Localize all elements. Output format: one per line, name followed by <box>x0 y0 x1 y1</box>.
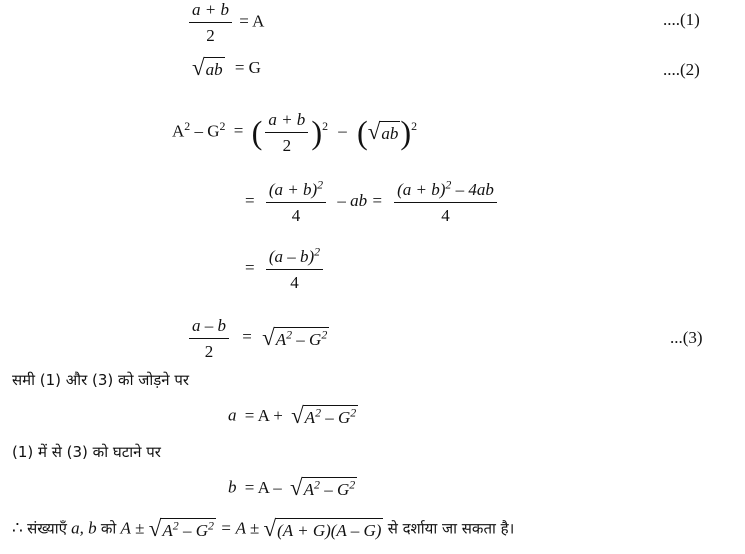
hindi-text-subtract: (1) में से (3) को घटाने पर <box>12 443 161 461</box>
fraction: $\frac{a + b}{2}$ <box>265 110 308 155</box>
final-statement: ∴ संख्याएँ a, b को A ± √ $A^2 - G^2$ = A ± √ (A + G)(A – G) से दर्शाया जा सकता है। <box>12 516 515 541</box>
equation-3: $A^2 - G^2$ = ( $\frac{a + b}{2}$ )$^2$ – ( √ ab )$^2$ <box>172 110 418 155</box>
equation-8: b = A – √ $A^2 - G^2$ <box>228 475 356 500</box>
equation-number-2: ....(2) <box>663 60 700 79</box>
equation-5: = $\frac{(a - b)^2}{4}$ <box>245 247 326 292</box>
equation-1: $\frac{a + b}{2}$ = A <box>186 0 264 45</box>
fraction: $\frac{a - b}{2}$ <box>189 316 229 361</box>
square-root: √ $A^2 - G^2$ <box>291 403 357 428</box>
square-root: √ $A^2 - G^2$ <box>290 475 356 500</box>
fraction: $\frac{(a + b)^2 - 4ab}{4}$ <box>394 180 497 225</box>
fraction: $\frac{(a - b)^2}{4}$ <box>266 247 323 292</box>
equation-number-1: ....(1) <box>663 10 700 29</box>
hindi-text-add: समी (1) और (3) को जोड़ने पर <box>12 371 190 389</box>
equation-4: = $\frac{(a + b)^2}{4}$ – ab = $\frac{(a + b)^2 - 4ab}{4}$ <box>245 180 500 225</box>
square-root: √ $A^2 - G^2$ <box>148 516 214 541</box>
fraction: $\frac{(a + b)^2}{4}$ <box>266 180 326 225</box>
equation-2: √ ab = G <box>192 55 261 80</box>
fraction: $\frac{a + b}{2}$ <box>189 0 232 45</box>
square-root: √ ab <box>367 118 399 144</box>
square-root: √ ab <box>192 55 223 80</box>
equation-6: $\frac{a - b}{2}$ = √ $A^2 - G^2$ <box>186 316 329 361</box>
equation-number-3: ...(3) <box>670 328 703 347</box>
equation-7: a = A + √ $A^2 - G^2$ <box>228 403 357 428</box>
square-root: √ $A^2 - G^2$ <box>262 324 328 350</box>
square-root: √ (A + G)(A – G) <box>263 516 382 541</box>
